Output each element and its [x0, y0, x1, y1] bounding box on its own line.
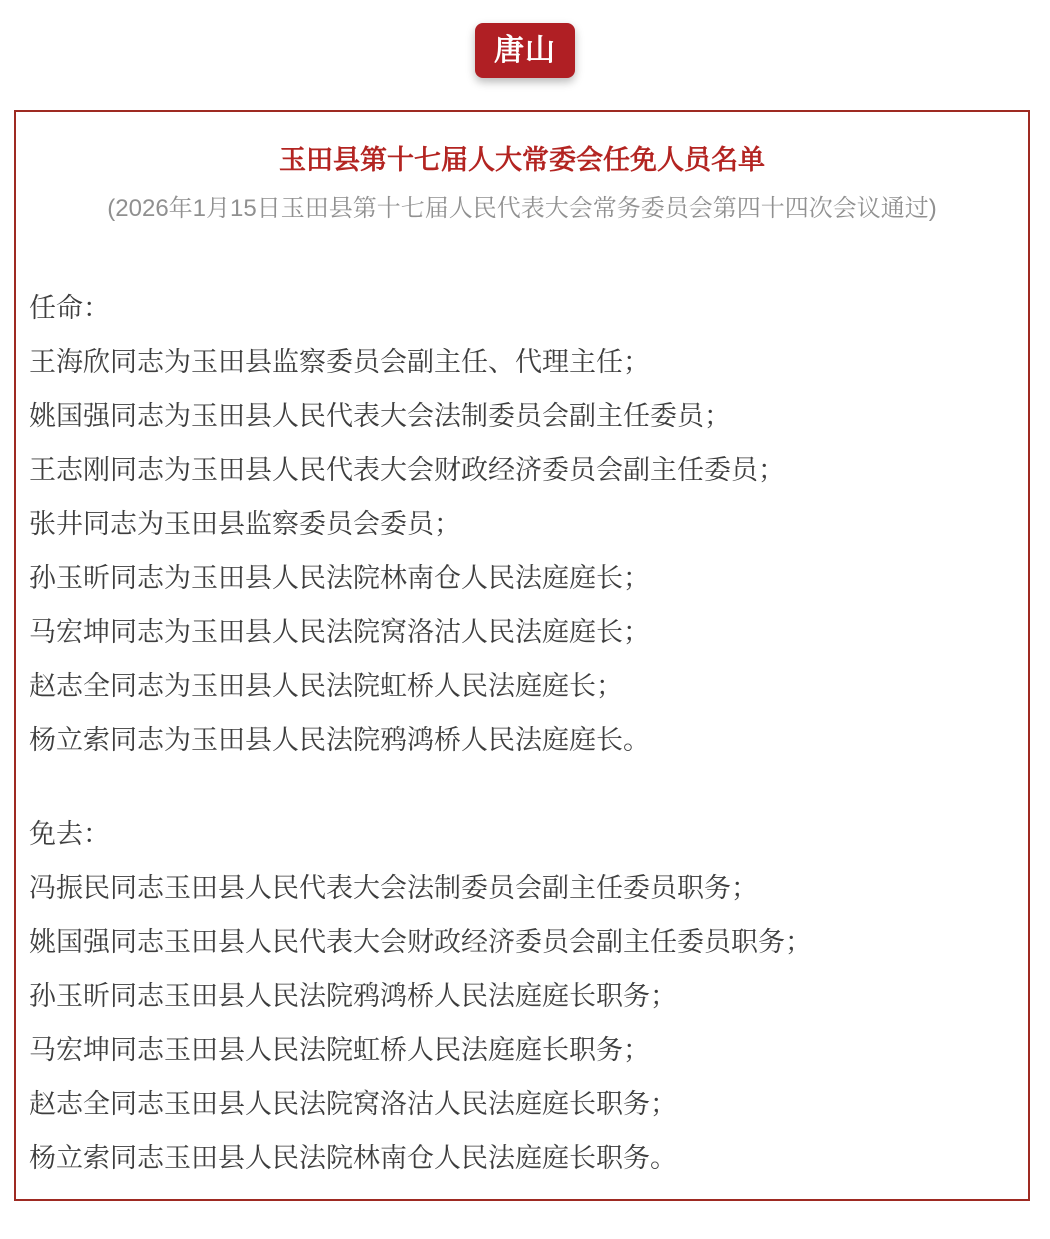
- removal-item: 冯振民同志玉田县人民代表大会法制委员会副主任委员职务；: [29, 873, 758, 903]
- appointment-item: 赵志全同志为玉田县人民法院虹桥人民法庭庭长；: [29, 671, 623, 701]
- removal-item: 马宏坤同志玉田县人民法院虹桥人民法庭庭长职务；: [29, 1035, 650, 1065]
- removal-item: 孙玉昕同志玉田县人民法院鸦鸿桥人民法庭庭长职务；: [29, 981, 677, 1011]
- document-title: 玉田县第十七届人大常委会任免人员名单: [279, 145, 765, 175]
- section-gap: [29, 767, 1015, 807]
- removal-item: 杨立索同志玉田县人民法院林南仓人民法庭庭长职务。: [29, 1143, 677, 1173]
- section-heading-removals: 免去：: [29, 819, 110, 849]
- appointment-item: 杨立索同志为玉田县人民法院鸦鸿桥人民法庭庭长。: [29, 725, 650, 755]
- appointment-item: 王海欣同志为玉田县监察委员会副主任、代理主任；: [29, 347, 650, 377]
- document-body: [29, 281, 1015, 1185]
- announcement-box: [14, 110, 1030, 1201]
- appointment-item: 张井同志为玉田县监察委员会委员；: [29, 509, 461, 539]
- city-tag-badge[interactable]: 唐山: [475, 23, 575, 78]
- removal-item: 姚国强同志玉田县人民代表大会财政经济委员会副主任委员职务；: [29, 927, 812, 957]
- appointment-item: 王志刚同志为玉田县人民代表大会财政经济委员会副主任委员；: [29, 455, 785, 485]
- document-subtitle: (2026年1月15日玉田县第十七届人民代表大会常务委员会第四十四次会议通过): [107, 195, 937, 222]
- appointment-item: 姚国强同志为玉田县人民代表大会法制委员会副主任委员；: [29, 401, 731, 431]
- appointment-item: 孙玉昕同志为玉田县人民法院林南仓人民法庭庭长；: [29, 563, 650, 593]
- badge-row: [0, 0, 1050, 78]
- section-heading-appointments: 任命：: [29, 293, 110, 323]
- appointment-item: 马宏坤同志为玉田县人民法院窝洛沽人民法庭庭长；: [29, 617, 650, 647]
- removal-item: 赵志全同志玉田县人民法院窝洛沽人民法庭庭长职务；: [29, 1089, 677, 1119]
